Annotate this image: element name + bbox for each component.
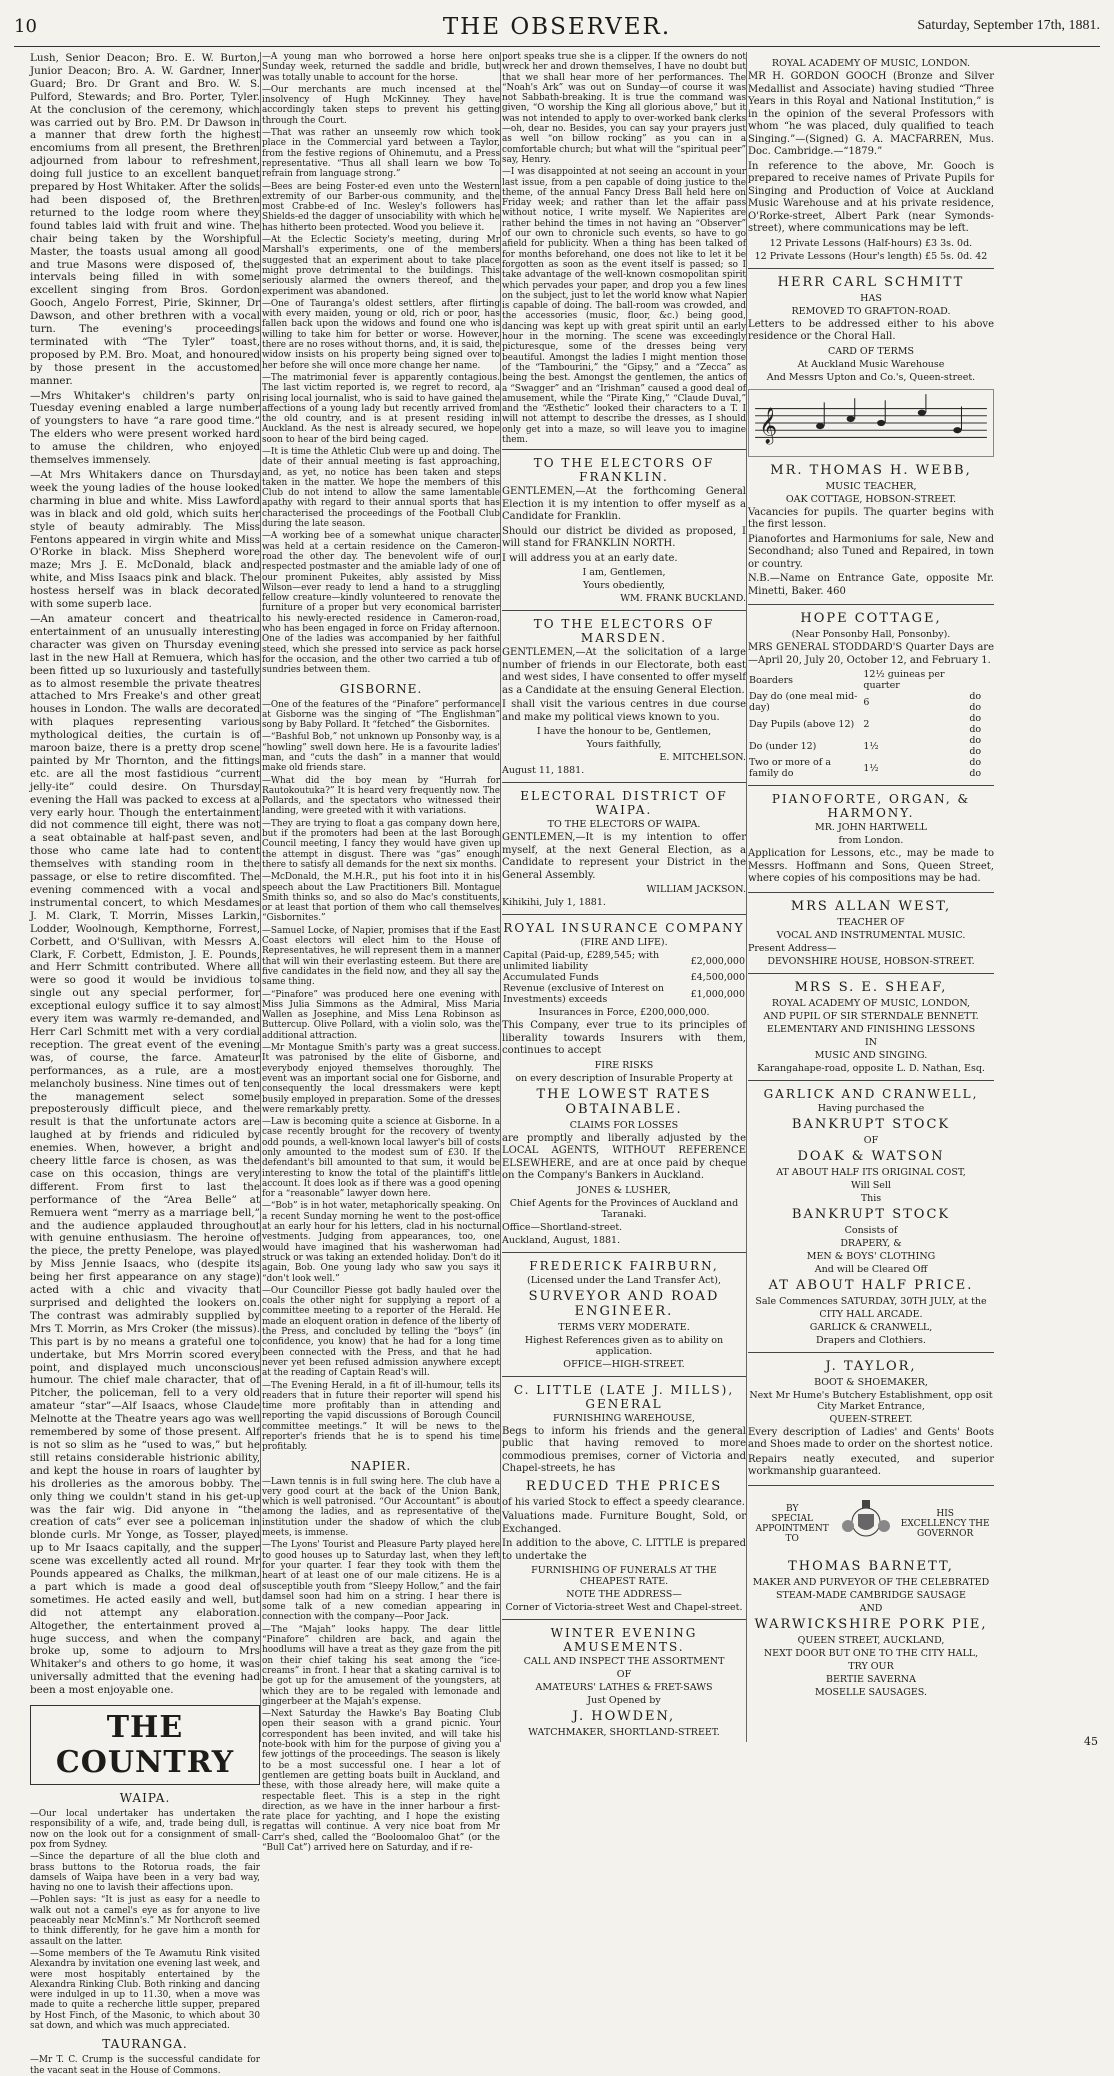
ad-highlight: REDUCED THE PRICES	[525, 1478, 723, 1494]
article-paragraph: —The “Majah” looks happy. The dear little “Pinafore” children are back, and again the hoodlums will have a treat as they gaze from the pit on their chief taking his seat among the “ice-creams” in front. I hear that a skating carnival is to be got up for the amusement of the youngsters, at which they are to be regaled with lemonade and gingerbeer at the Majah's expense.	[262, 1624, 500, 1707]
article-paragraph: —Pohlen says: “It is just as easy for a needle to walk out not a camel's eye as for anyone to live peaceably near McMinn's.” Mr Northcroft seemed to think differently, for he gave him a month for assault on the latter.	[30, 1895, 260, 1947]
article-paragraph: port speaks true she is a clipper. If the owners do not wreck her and drown themselves, I have no doubt but that we shall hear more of her performances. The “Noah's Ark” was out on Sunday—of course it was not Sabbath-breaking. It is true the command was given, “O worship the King all glorious above,” but it was not intended to apply to over-worked bank clerks—oh, dear no. Besides, you can say your prayers just as well “on billow rocking” as you can in a comfortable church; but what will the “spiritual peer” say, Henry.	[502, 52, 746, 165]
ad-text: Highest References given as to ability on application.	[524, 1334, 724, 1357]
ad-highlight: THE LOWEST RATES OBTAINABLE.	[536, 1086, 712, 1117]
ad-heading: C. LITTLE (LATE J. MILLS), GENERAL	[513, 1382, 735, 1411]
table-cell	[968, 669, 994, 691]
ad-text: In addition to the above, C. LITTLE is prepared to undertake the	[502, 1538, 746, 1562]
table-cell: £1,000,000	[690, 988, 745, 1000]
table-cell: 1½	[863, 762, 879, 774]
ad-text: FURNISHING OF FUNERALS AT THE CHEAPEST RATE.	[531, 1565, 717, 1588]
divider	[748, 892, 994, 893]
ad-text: CLAIMS FOR LOSSES	[569, 1119, 679, 1131]
table-row	[748, 713, 994, 735]
ad-subheading: (Licensed under the Land Transfer Act),	[527, 1274, 721, 1286]
divider	[502, 449, 746, 450]
page-number: 10	[14, 16, 37, 37]
ad-signoff: Yours faithfully,	[586, 739, 662, 751]
ad-text: CITY HALL ARCADE.	[819, 1308, 923, 1320]
table-row	[502, 972, 746, 983]
ad-subheading: FURNISHING WAREHOUSE,	[552, 1412, 696, 1424]
article-paragraph: —The Evening Herald, in a fit of ill-humour, tells its readers that in future their reporter will spend his time more profitably than in attending and reporting the vapid discussions of Borough Council committee meetings.” It will be news to the reporter's friends that he is to spend his time profitably.	[262, 1380, 500, 1453]
ad-text: MOSELLE SAUSAGES.	[815, 1686, 927, 1698]
the-country-heading: THE COUNTRY	[30, 1705, 260, 1785]
ad-text: Office—Shortland-street.	[502, 1221, 623, 1233]
ad-text: BY	[785, 1503, 799, 1514]
ad-signature: GARLICK & CRANWELL,	[809, 1321, 933, 1333]
section-heading-waipa: WAIPA.	[119, 1791, 171, 1806]
ad-text: MUSIC AND SINGING.	[814, 1049, 928, 1061]
ad-text: WATCHMAKER, SHORTLAND-STREET.	[528, 1727, 720, 1739]
table-cell: 1½	[863, 740, 879, 752]
article-paragraph: —Some members of the Te Awamutu Rink visited Alexandra by invitation one evening last week, and were most hospitably entertained by the Alexandra Rinking Club. Both rinking and dancing were indulged in up to 11.30, when a move was made to quite a recherche little supper, prepared by Host Finch, of the Masonic, to which about 30 sat down, and which was much appreciated.	[30, 1948, 260, 2032]
ad-little-warehouse	[502, 1383, 746, 1614]
article-paragraph: —Our merchants are much incensed at the insolvency of Hugh McKinney. They have accordingly taken steps to prevent his getting through the Court.	[262, 84, 500, 126]
ad-hartwell	[748, 792, 994, 886]
ad-text: Valuations made. Furniture Bought, Sold, or Exchanged.	[502, 1511, 746, 1535]
section-heading-tauranga: TAURANGA.	[102, 2037, 188, 2052]
divider	[748, 1485, 994, 1486]
article-paragraph: —“Bob” is in hot water, metaphorically speaking. On a recent Sunday morning he went to the post-office at an early hour for his letters, clad in his nocturnal vestments. Judging from appearances, too, one would have imagined that his washerwoman had struck or was taking an extended holiday. Don't do it again, Bob. One young lady who saw you says it “don't look well.”	[262, 1201, 500, 1284]
ad-signoff: Yours obediently,	[583, 580, 665, 592]
issue-date: Saturday, September 17th, 1881.	[917, 18, 1100, 33]
divider	[502, 782, 746, 783]
ad-gordon-gooch	[748, 58, 994, 262]
ad-text: HAS	[860, 292, 882, 304]
ad-signature: E. MITCHELSON.	[659, 752, 746, 764]
column-divider	[746, 52, 747, 1742]
ad-text: Application for Lessons, etc., may be made to Messrs. Hoffmann and Sons, Queen Street, where copies of his compositions may be had.	[748, 848, 994, 884]
ad-royal-insurance	[502, 921, 746, 1246]
ad-heading: TO THE ELECTORS OF MARSDEN.	[533, 617, 715, 646]
ad-text: on every description of Insurable Property at	[515, 1072, 733, 1084]
ad-text: STEAM-MADE CAMBRIDGE SAUSAGE	[776, 1589, 966, 1601]
table-cell: 2	[863, 718, 870, 730]
table-cell: do do	[969, 691, 982, 713]
ad-thomas-barnett	[748, 1492, 994, 1698]
ad-highlight: BANKRUPT STOCK	[791, 1116, 951, 1132]
ad-text: VOCAL AND INSTRUMENTAL MUSIC.	[776, 929, 966, 941]
ad-text: Begs to inform his friends and the general public that having removed to more commodious premises, corner of Victoria and Chapel-streets, he has	[502, 1425, 746, 1475]
ad-heading: HERR CARL SCHMITT	[777, 274, 965, 290]
ad-heading: FREDERICK FAIRBURN,	[529, 1258, 719, 1273]
ad-date: Kihikihi, July 1, 1881.	[502, 897, 606, 909]
header-rule	[14, 46, 1100, 47]
ad-text: AND	[859, 1602, 883, 1614]
music-staff-illustration	[748, 389, 994, 457]
table-row	[748, 691, 994, 713]
ad-heading: HOPE COTTAGE,	[800, 611, 942, 626]
ad-text: Insurances in Force, £200,000,000.	[538, 1007, 710, 1019]
table-row	[748, 669, 994, 691]
ad-text: OF	[863, 1134, 879, 1146]
ad-allan-west	[748, 899, 994, 967]
ad-text: AND PUPIL OF SIR STERNDALE BENNETT.	[763, 1010, 979, 1022]
ad-text: Should our district be divided as proposed, I will stand for FRANKLIN NORTH.	[502, 525, 746, 550]
ad-text: NEXT DOOR BUT ONE TO THE CITY HALL,	[763, 1647, 979, 1659]
ad-signoff: I am, Gentlemen,	[582, 567, 666, 579]
appointment-right	[896, 1509, 994, 1539]
article-paragraph: —Mr T. C. Crump is the successful candidate for the vacant seat in the House of Commons.	[30, 2055, 260, 2076]
ad-text: BERTIE SAVERNA	[826, 1673, 916, 1685]
ad-text: Present Address—	[748, 942, 837, 954]
ad-heading: J. TAYLOR,	[825, 1358, 917, 1374]
ad-hope-cottage	[748, 611, 994, 779]
ad-text: MUSIC TEACHER,	[825, 480, 917, 492]
ad-text: REMOVED TO GRAFTON-ROAD.	[791, 305, 951, 317]
table-cell: Capital (Paid-up, £289,545; with unlimited liability	[503, 950, 660, 973]
ad-number: 45	[1084, 1735, 1098, 1748]
ad-text: Vacancies for pupils. The quarter begins with the first lesson.	[748, 506, 994, 530]
table-cell: Revenue (exclusive of Interest on Investments) exceeds	[503, 983, 665, 1006]
ad-text: OF	[616, 1669, 632, 1681]
ad-text: SPECIAL APPOINTMENT TO	[755, 1513, 829, 1544]
ad-text: DEVONSHIRE HOUSE, HOBSON-STREET.	[767, 955, 975, 967]
ad-signature: WILLIAM JACKSON.	[646, 884, 746, 896]
ad-text: Consists of	[844, 1224, 898, 1236]
ad-text: Drapers and Clothiers.	[816, 1334, 926, 1346]
svg-text:𝄞: 𝄞	[759, 406, 778, 443]
ad-text: from London.	[838, 835, 904, 846]
table-cell: 12½ guineas per quarter	[863, 669, 945, 691]
divider	[502, 610, 746, 611]
appointment-row	[748, 1492, 994, 1556]
ad-text: OAK COTTAGE, HOBSON-STREET.	[785, 493, 957, 505]
table-cell: Two or more of a family do	[749, 757, 831, 779]
article-paragraph: —A working bee of a somewhat unique character was held at a certain residence on the Cameron-road the other day. The benevolent wife of our respected postmaster and the amiable lady of one of our prominent Pukeites, ably assisted by Miss Wilson—ever ready to lend a hand to a struggling fellow creature—kindly volunteered to renovate the furniture of a proper but very economical barrister to his newly-erected residence in Cameron-road, who has been engaged in force on Friday afternoon. One of the ladies was accompanied by her faithful steed, which she pressed into service as pack horse for the occasion, and the other two carried a tub of sundries between them.	[262, 531, 500, 676]
ad-signature: JONES & LUSHER,	[577, 1184, 671, 1196]
divider	[748, 1080, 994, 1081]
ad-text: HIS	[936, 1508, 954, 1519]
ad-text: This Company, ever true to its principles of liberality towards Insurers with them, continues to accept	[502, 1020, 746, 1057]
table-cell: do do	[969, 713, 982, 735]
ad-text: MAKER AND PURVEYOR OF THE CELEBRATED	[752, 1576, 990, 1588]
article-paragraph: —They are trying to float a gas company down here, but if the promoters had been at the last Borough Council meeting, I fancy they would have given up the attempt in disgust. There was “gas” enough there to satisfy all demands for the next six months.	[262, 818, 500, 870]
ad-subheading: (FIRE AND LIFE).	[580, 937, 668, 949]
article-paragraph: —Our local undertaker has undertaken the responsibility of a wife, and, trade being dull, is now on the look out for a consignment of small-pox from Sydney.	[30, 1809, 260, 1850]
ad-text: 12 Private Lessons (Half-hours) £3 3s. 0d.	[769, 237, 973, 249]
ad-text: GENTLEMEN,—At the solicitation of a large number of friends in our Electorate, both east and west sides, I have consented to offer myself as a Candidate at the ensuing General Election.	[502, 647, 746, 696]
ad-signoff: I have the honour to be, Gentlemen,	[536, 726, 712, 738]
ad-text: And Messrs Upton and Co.'s, Queen-street.	[766, 371, 976, 383]
article-paragraph: —Next Saturday the Hawke's Bay Boating Club open their season with a grand picnic. Your correspondent has been invited, and will take his note-book with him for the purpose of giving you a few jottings of the proceedings. The season is likely to be a most successful one. I hear a lot of gentlemen are getting boats built in Auckland, and these, with those already here, will make quite a respectable fleet. This is a step in the right direction, as we have in the inner harbour a first-rate place for yachting, and I hope the existing regattas will continue. A very nice boat from Mr Carr's shed, called the “Booloomaloo Ghat” (or the “Bull Cat”) arrived here on Saturday, and if re-	[262, 1709, 500, 1853]
table-cell: £4,500,000	[690, 972, 745, 984]
ad-text: QUEEN-STREET.	[829, 1413, 913, 1425]
ad-subheading: (Near Ponsonby Hall, Ponsonby).	[791, 629, 951, 640]
ad-subheading: ROYAL ACADEMY OF MUSIC, LONDON.	[771, 58, 971, 69]
ad-text: GENTLEMEN,—It is my intention to offer myself, at the next General Election, as a Candidate to represent your District in the General Assembly.	[502, 832, 746, 881]
section-heading-napier: NAPIER.	[350, 1458, 412, 1473]
article-paragraph: —Lawn tennis is in full swing here. The club have a very good court at the back of the Union Bank, which is well patronised. “Our Accountant” is about among the ladies, and as representative of the institution under the shadow of which the club meets, is immense.	[262, 1476, 500, 1539]
ad-text: CARD OF TERMS	[828, 345, 914, 357]
article-paragraph: —A young man who borrowed a horse here on Sunday week, returned the saddle and bridle, but was totally unable to account for the horse.	[262, 52, 500, 83]
ad-text: Next Mr Hume's Butchery Establishment, opp osit City Market Entrance,	[749, 1389, 993, 1412]
table-row	[502, 950, 746, 972]
ad-text: GENTLEMEN,—At the forthcoming General Election it is my intention to offer myself as a Candidate for Franklin.	[502, 486, 746, 523]
ad-text: TEACHER OF	[837, 916, 905, 928]
table-row	[748, 735, 994, 757]
ad-highlight: BANKRUPT STOCK	[791, 1206, 951, 1222]
divider	[748, 1352, 994, 1353]
ad-electors-franklin	[502, 456, 746, 604]
article-paragraph: Lush, Senior Deacon; Bro. E. W. Burton, Junior Deacon; Bro. A. W. Gardner, Inner Guard; Bro. Dr Grant and Bro. W. S. Pulford, Stewards; and Bro. Porter, Tyler. At the conclusion of the ceremony, which was carried out by Bro. P.M. Dr Dawson in a manner that drew forth the highest encomiums from all present, the Brethren adjourned from labour to refreshment, doing full justice to an excellent banquet prepared by Host Whitaker. After the solids had been disposed of, the Brethren returned to the lodge room where they found tables laid with fruit and wine. The chair being taken by the Worshipful Master, the toasts usual among all good and true Masons were disposed of, the intervals being filled in with some excellent singing from Bros. Gordon Gooch, Angelo Forrest, Pirie, Skinner, Dr Dawson, and other brethren with a vocal turn. The evening's proceedings terminated with “The Tyler” toast, proposed by P.M. Bro. Moat, and honoured by those present in the accustomed manner.	[30, 52, 260, 387]
ad-text: N.B.—Name on Entrance Gate, opposite Mr. Minetti, Baker. 460	[748, 573, 994, 597]
divider	[748, 785, 994, 786]
ad-text: of his varied Stock to effect a speedy clearance.	[502, 1496, 745, 1508]
column-divider	[260, 52, 261, 1742]
article-paragraph: —At Mrs Whitakers dance on Thursday week the young ladies of the house looked charming in blue and white. Miss Lawford was in black and old gold, which suits her style of beauty admirably. The Miss Fentons appeared in virgin white and Miss O'Rorke in black. Miss Shepherd wore maze; Mrs J. E. McDonald, black and white, and Miss Isaacs pink and black. The hostess herself was in black decorated with some superb lace.	[30, 469, 260, 611]
ad-thomas-webb	[748, 463, 994, 599]
ad-heading: PIANOFORTE, ORGAN, & HARMONY.	[771, 792, 971, 820]
ad-text: TERMS VERY MODERATE.	[558, 1321, 690, 1333]
ad-text: EXCELLENCY THE GOVERNOR	[900, 1518, 990, 1539]
article-paragraph: —McDonald, the M.H.R., put his foot into it in his speech about the Law Practitioners Bill. Montague Smith thinks so, and so also do Mac's constituents, or at least that portion of them who call themselves “Gisbornites.”	[262, 872, 500, 924]
article-paragraph: —Mr Montague Smith's party was a great success. It was patronised by the elite of Gisborne, and everybody enjoyed themselves thoroughly. The event was an important social one for Gisborne, and consequently the local dressmakers were kept busily employed in preparation. Some of the dresses were remarkably pretty.	[262, 1043, 500, 1115]
table-cell: 6	[863, 696, 870, 708]
table-cell: Day Pupils (above 12)	[749, 718, 855, 730]
ad-text: OFFICE—HIGH-STREET.	[563, 1358, 685, 1370]
royal-coat-of-arms-icon	[836, 1496, 896, 1552]
ad-text: Will Sell	[851, 1179, 891, 1191]
ad-text: are promptly and liberally adjusted by the LOCAL AGENTS, WITHOUT REFERENCE ELSEWHERE, and are at once paid by cheque on the Company's Bankers in Auckland.	[502, 1132, 746, 1182]
capital-table	[502, 950, 746, 1005]
ad-text: At Auckland Music Warehouse	[797, 358, 945, 370]
table-cell: Accumulated Funds	[503, 972, 599, 984]
table-cell: Do (under 12)	[749, 740, 817, 752]
masthead: THE OBSERVER.	[442, 14, 672, 40]
article-paragraph: —That was rather an unseemly row which took place in the Commercial yard between a Taylor, from the festive regions of Ohinemutu, and a Press representative. “Thus all shall learn we bow To refrain from language strong.”	[262, 128, 500, 180]
ad-highlight: AT ABOUT HALF PRICE.	[768, 1277, 974, 1293]
ad-text: Karangahape-road, opposite L. D. Nathan, Esq.	[757, 1062, 985, 1074]
ad-text: MR. JOHN HARTWELL	[815, 822, 927, 833]
ad-text: NOTE THE ADDRESS—	[566, 1589, 682, 1601]
fees-table	[748, 669, 994, 779]
article-paragraph: —Mrs Whitaker's children's party on Tuesday evening enabled a large number of youngsters to have “a rare good time.” The elders who were present worked hard to amuse the children, who enjoyed themselves immensely.	[30, 389, 260, 467]
table-cell: Boarders	[749, 674, 794, 686]
article-paragraph: —Bees are being Foster-ed even unto the Western extremity of our Barber-ous community, and the most Crabbe-ed of Inc. Wesley's followers has Shields-ed the dagger of unsociability with which he has hitherto been protected. Wood you believe it.	[262, 181, 500, 233]
divider	[502, 1376, 746, 1377]
ad-heading: ELECTORAL DISTRICT OF WAIPA.	[520, 789, 728, 818]
ad-text: MEN & BOYS' CLOTHING	[806, 1250, 936, 1262]
article-paragraph: —At the Eclectic Society's meeting, during Mr Marshall's experiments, one of the members suggested that an experiment about to take place might prove detrimental to the buildings. This seriously alarmed the owners thereof, and the experiment was abandoned.	[262, 235, 500, 297]
ad-heading: MR. THOMAS H. WEBB,	[770, 462, 972, 478]
ad-heading: ROYAL INSURANCE COMPANY	[503, 921, 745, 936]
divider	[502, 1252, 746, 1253]
column-2	[262, 52, 500, 1853]
column-3	[502, 52, 746, 1742]
ad-text: I will address you at an early date.	[502, 552, 678, 564]
ad-text: Letters to be addressed either to his above residence or the Choral Hall.	[748, 318, 994, 342]
table-cell: do do	[969, 757, 982, 779]
ad-text: TRY OUR	[848, 1660, 894, 1672]
ad-sheaf	[748, 980, 994, 1074]
ad-text: In reference to the above, Mr. Gooch is prepared to receive names of Private Pupils for Singing and Production of Voice at Auckland Music Warehouse and at his private residence, O'Rorke-street, Albert Park (near Symonds-street), where communications may be left.	[748, 160, 994, 234]
ad-text: ELEMENTARY AND FINISHING LESSONS	[766, 1023, 976, 1035]
table-cell: Day do (one meal mid-day)	[749, 691, 858, 713]
ad-highlight: DOAK & WATSON	[797, 1148, 945, 1164]
ad-signature: WM. FRANK BUCKLAND.	[620, 593, 746, 605]
ad-text: Having purchased the	[817, 1102, 925, 1114]
divider	[502, 914, 746, 915]
column-4	[748, 52, 994, 1742]
ad-highlight: SURVEYOR AND ROAD ENGINEER.	[528, 1288, 720, 1319]
ad-text: Repairs neatly executed, and superior workmanship guaranteed.	[748, 1453, 994, 1477]
ad-signature: J. HOWDEN,	[572, 1709, 676, 1725]
ad-electors-marsden	[502, 617, 746, 776]
ad-text: CALL AND INSPECT THE ASSORTMENT	[523, 1656, 725, 1668]
ad-heading: GARLICK AND CRANWELL,	[763, 1086, 979, 1101]
article-paragraph: —Since the departure of all the blue cloth and brass buttons to the Rotorua roads, the fair damsels of Waipa have been in a very bad way, having no one to lavish their affections upon.	[30, 1852, 260, 1894]
section-heading-gisborne: GISBORNE.	[339, 681, 423, 696]
ad-text: And will be Cleared Off	[814, 1263, 928, 1275]
divider	[748, 604, 994, 605]
ad-text: AT ABOUT HALF ITS ORIGINAL COST,	[776, 1166, 966, 1178]
ad-electoral-waipa	[502, 789, 746, 908]
ad-heading: WINTER EVENING AMUSEMENTS.	[550, 1626, 698, 1655]
ad-text: BOOT & SHOEMAKER,	[814, 1376, 928, 1388]
ad-text: Sale Commences SATURDAY, 30TH JULY, at the	[755, 1295, 987, 1307]
ad-heading: MRS ALLAN WEST,	[790, 898, 952, 914]
ad-date: Auckland, August, 1881.	[502, 1234, 621, 1246]
article-paragraph: —Samuel Locke, of Napier, promises that if the East Coast electors will elect him to the House of Representatives, he will represent them in a manner that will win their everlasting esteem. But there are five candidates in the field now, and they all say the same thing.	[262, 925, 500, 988]
ad-heading: TO THE ELECTORS OF FRANKLIN.	[533, 456, 715, 485]
article-paragraph: —“Bashful Bob,” not unknown up Ponsonby way, is a “howling” swell down here. He is a favourite ladies' man, and “cuts the dash” in a manner that would make old friends stare.	[262, 732, 500, 774]
divider	[748, 268, 994, 269]
ad-text: DRAPERY, &	[840, 1237, 902, 1249]
article-paragraph: —“Pinafore” was produced here one evening with Miss Julia Simmons as the Admiral, Miss Maria Wallen as Josephine, and Miss Lena Robinson as Buttercup. Olive Pollard, with a violin solo, was the additional attraction.	[262, 989, 500, 1041]
article-paragraph: —I was disappointed at not seeing an account in your last issue, from a pen capable of doing justice to the theme, of the annual Fancy Dress Ball held here on Friday week; and rather than let the affair pass without notice, I write myself. We Napierites are rather behind the times in not having an “Observer” of our own to chronicle such events, so have to go afield for publicity. When a thing has been talked of for months beforehand, one does not like to let it be forgotten as soon as the event itself is passed; so I take advantage of the well-known cosmopolitan spirit which pervades your paper, and drop you a few lines on the subject, just to let the world know what Napier is capable of doing. The ball-room was crowded, and the accessories (music, floor, &c.) being good, dancing was kept up with great spirit until an early hour in the morning. The scene was exceedingly picturesque, some of the dresses being very beautiful. Amongst the ladies I might mention those of the “Tambourini,” the “Gipsy,” and a “Zecca” as being the best. Amongst the gentlemen, the antics of a “Swagger” and an “Irishman” caused a good deal of amusement, while the “Pirate King,” “Claude Duval,” and the “Æsthetic” looked their characters to a T. I will not attempt to describe the dresses, as I should only get into a maze, so will leave you to imagine them.	[502, 167, 746, 445]
ad-highlight: WARWICKSHIRE PORK PIE,	[754, 1616, 988, 1632]
ad-text: Chief Agents for the Provinces of Auckland and Taranaki.	[509, 1197, 739, 1220]
page-header	[14, 10, 1100, 46]
ad-text: FIRE RISKS	[594, 1059, 654, 1071]
ad-subheading: TO THE ELECTORS OF WAIPA.	[547, 819, 701, 831]
article-paragraph: —One of Tauranga's oldest settlers, after flirting with every maiden, young or old, rich or poor, has fallen back upon the widows and found one who is willing to take him for better or worse. However, there are no roses without thorns, and, it is said, the widow insists on his property being signed over to her before she will once more change her name.	[262, 298, 500, 371]
ad-text: I shall visit the various centres in due course and make my political views known to you.	[502, 699, 746, 723]
column-1	[30, 52, 260, 2076]
ad-text: ROYAL ACADEMY OF MUSIC, LONDON,	[771, 997, 971, 1009]
ad-text: Pianofortes and Harmoniums for sale, New and Secondhand; also Tuned and Repaired, in town or country.	[748, 533, 994, 570]
ad-text: QUEEN STREET, AUCKLAND,	[797, 1634, 945, 1646]
ad-carl-schmitt	[748, 275, 994, 383]
article-paragraph: —Law is becoming quite a science at Gisborne. In a case recently brought for the recovery of twenty odd pounds, a well-known local lawyer's bill of costs only amounted to the modest sum of £30. If the defendant's bill amounted to that sum, it would be interesting to know the total of the plaintiff's little account. It does look as if there was a good opening for a “reasonable” lawyer down here.	[262, 1117, 500, 1200]
divider	[748, 973, 994, 974]
article-paragraph: —An amateur concert and theatrical entertainment of an unusually interesting character was given on Thursday evening last in the new Hall at Remuera, which has been fitted up so luxuriously and tastefully as to almost resemble the private theatres attached to Mrs Freake's and other great houses in London. The walls are decorated with plaques representing various mythological deities, the curtain is of maroon baize, there is a pretty drop scene painted by Mr Thornton, and the fittings etc. are all the most fastidious “current jelly-ite” could desire. On Thursday evening the Hall was packed to excess at a very early hour. Though the entertainment did not commence till eight, there was not a seat obtainable at half-past seven, and those who came late had to content themselves with standing room in the passage, or else to retire discomfited. The evening commenced with a vocal and instrumental concert, to which Mesdames J. M. Clark, T. Morrin, Misses Larkin, Lodder, Woolnough, Kempthorne, Forrest, Corbett, and O'Sullivan, with Messrs A. Clark, F. Corbett, Edmiston, J. E. Pounds, and Herr Schmitt contributed. Where all were so good it would be invidious to single out any special performer, for exceptional eulogy suffice it to say almost every item was warmly re-demanded, and Herr Carl Schmitt met with a very cordial reception. The great event of the evening was, of course, the farce. Amateur performances, as a rule, are a most melancholy business. Nine times out of ten the management select some preposterously difficult piece, and the result is that the unfortunate actors are laughed at by friends and ridiculed by enemies. When, however, a bright and cheery little farce is chosen, as was the case on this occasion, things are very different. From first to last the performance of the “Area Belle” at Remuera went “merry as a marriage bell,” and the audience applauded throughout with genuine enthusiasm. The heroine of the piece, the pretty Penelope, was played by Miss Jennie Isaacs, who (despite its being her first appearance on any stage) acted with a chic and vivacity that surprised and delighted the lookers on. The contrast was admirably supplied by Mrs T. Morrin, as Mrs Croker (the missus). This part is by no means a grateful one to undertake, but Mrs Morrin scored every point, and displayed much unconscious humour. The chief male character, that of Pitcher, the policeman, fell to a very old amateur “star”—Alf Isaacs, whose Claude Melnotte at the Theatre years ago was well remembered by some of those present. Alf is not so slim as he “used to was,” but he still retains considerable histrionic ability, and kept the house in roars of laughter by his drolleries as the amorous bobby. The only thing we couldn't stand in his get-up was the fair wig. Did anyone in “the creation of cats” ever see a policeman in blonde curls. Mr Yonge, as Tosser, played up to Mr Isaacs capitally, and the supper scene was excellently acted all round. Mr Pounds appeared as Chalks, the milkman, a part which is made a good deal of sometimes. He acted easily and well, but did not attempt any elaboration. Altogether, the entertainment proved a huge success, and when the company broke up, some to adjourn to Mrs Whitaker's and others to go home, it was universally admitted that the evening had been a most enjoyable one.	[30, 612, 260, 1697]
article-paragraph: —Our Councillor Piesse got badly hauled over the coals the other night for supplying a report of a committee meeting to a reporter of the Herald. He made an eloquent oration in defence of the liberty of the Press, and concluded by telling the “boys” (in confidence, you know) that he had for a long time been connected with the Press, and that he had never yet been refused admission anywhere except at the reading of Captain Read's will.	[262, 1285, 500, 1379]
divider	[502, 1619, 746, 1620]
ad-text: Corner of Victoria-street West and Chapel-street.	[505, 1602, 743, 1614]
appointment-left	[748, 1504, 836, 1544]
article-paragraph: —The matrimonial fever is apparently contagious. The last victim reported is, we regret to record, a rising local journalist, who is said to have gained the affections of a young lady but recently arrived from the old country, and is at present residing in Auckland. As the nest is already secured, we hope soon to hear of the bird being caged.	[262, 372, 500, 445]
article-paragraph: —One of the features of the “Pinafore” performance at Gisborne was the singing of “The Englishman” song by Baby Pollard. It “fetched” the Gisbornites.	[262, 699, 500, 731]
ad-text: Every description of Ladies' and Gents' Boots and Shoes made to order on the shortest notice.	[748, 1426, 994, 1450]
ad-j-taylor	[748, 1359, 994, 1479]
table-row	[748, 757, 994, 779]
table-cell: £2,000,000	[690, 955, 745, 967]
ad-fairburn	[502, 1259, 746, 1370]
ad-text: MRS GENERAL STODDARD'S Quarter Days are—April 20, July 20, October 12, and February 1.	[748, 642, 994, 666]
article-paragraph: —The Lyons' Tourist and Pleasure Party played here to good houses up to Saturday last, when they left for your quarter. I fear they took with them the heart of at least one of our male citizens. He is a susceptible youth from “Sleepy Hollow,” and the fair damsel soon had him on a string. I hear there is some talk of a new comedian appearing in connection with the company—Poor Jack.	[262, 1540, 500, 1623]
ad-date: August 11, 1881.	[502, 765, 585, 777]
ad-text: IN	[864, 1036, 878, 1048]
table-cell: do do	[969, 735, 982, 757]
ad-heading: MRS S. E. SHEAF,	[794, 979, 948, 995]
article-paragraph: —What did the boy mean by “Hurrah for Rautokoutuka?” It is heard very frequently now. The Pollards, and the spectators who witnessed their landing, were greeted with it with variations.	[262, 775, 500, 817]
ad-text: 12 Private Lessons (Hour's length) £5 5s. 0d. 42	[754, 250, 988, 262]
column-divider	[500, 52, 501, 1742]
ad-winter-amusements	[502, 1626, 746, 1738]
ad-text: Just Opened by	[587, 1695, 661, 1707]
table-row	[502, 983, 746, 1005]
article-paragraph: —It is time the Athletic Club were up and doing. The date of their annual meeting is fast approaching, and, as yet, no notice has been taken and steps taken in the matter. We hope the members of this Club do not intend to allow the same lamentable apathy with regard to their annual sports that has characterised the proceedings of the Football Club during the late season.	[262, 446, 500, 530]
ad-text: MR H. GORDON GOOCH (Bronze and Silver Medallist and Associate) having studied “Three Years in this Royal and National Institution,” is in the opinion of the several Professors with whom “he was placed, duly qualified to teach Singing.”—(Signed) G. A. MACFARREN, Mus. Doc. Cambridge.—“1879.”	[748, 71, 994, 157]
ad-text: This	[860, 1192, 882, 1204]
ad-garlick-cranwell	[748, 1087, 994, 1346]
ad-heading: THOMAS BARNETT,	[788, 1558, 954, 1574]
ad-text: AMATEURS' LATHES & FRET-SAWS	[535, 1682, 713, 1694]
